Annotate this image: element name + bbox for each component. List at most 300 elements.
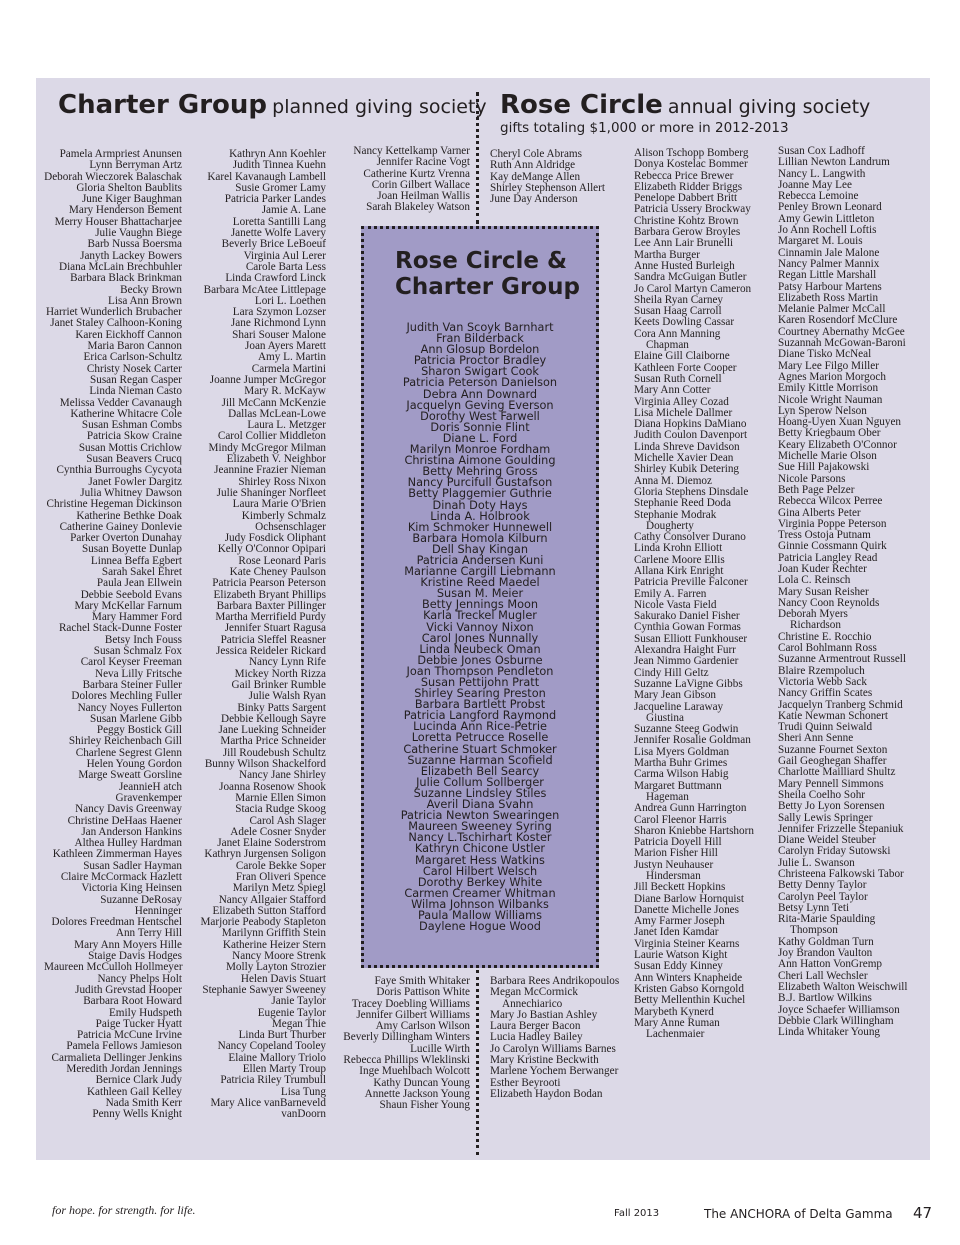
member-name: Jill McCann McKenzie (221, 396, 326, 409)
member-name: Jennifer Rosalie Goldman (634, 734, 751, 747)
member-name: Shaun Fisher Young (379, 1099, 470, 1112)
member-name: Catherine Gainey Donlevie (59, 520, 182, 533)
member-name: Sharon Kniebbe Hartshorn (634, 824, 754, 837)
member-name: Joan Heilman Wallis (377, 190, 470, 203)
member-name: Fran Oliveri Spence (235, 871, 326, 883)
member-name: Anne Husted Burleigh (634, 259, 735, 272)
member-name: Susan Haag Carroll (634, 305, 722, 318)
member-name: Hindersman (646, 870, 701, 882)
charter-column-3-bottom (330, 976, 470, 1112)
member-name: Susan Mottis Crichlow (78, 441, 182, 454)
member-name: Suzanne Harman Scofield (407, 753, 553, 767)
charter-column-3-top (334, 146, 470, 214)
member-name: Alison Tschopp Bomberg (634, 147, 749, 159)
member-name: Elaine Mallory Triolo (228, 1051, 326, 1064)
member-name: Jacqueline Laraway (634, 700, 724, 713)
member-name: Susan Boyette Dunlap (81, 543, 182, 556)
member-name: Victoria King Heinsen (81, 882, 182, 895)
member-name: Jane Richmond Lynn (230, 317, 326, 330)
member-name: Patricia Pearson Peterson (212, 577, 326, 590)
member-name: Karen Rosendorf McClure (778, 314, 898, 327)
member-name: Ann Terry Hill (115, 927, 182, 940)
rose-circle-heading (500, 90, 870, 120)
member-name: Suzanne Lindsley Stiles (413, 786, 547, 800)
member-name: Rebecca Price Brewer (634, 169, 734, 182)
member-name: Jo Carol Martyn Cameron (634, 282, 752, 295)
member-name: Nancy Davis Greenway (75, 803, 182, 816)
member-name: Carmen Creamer Whitman (404, 886, 556, 900)
member-name: Janyth Lackey Bowers (80, 249, 182, 262)
member-name: Rebecca Wilcox Perree (778, 495, 883, 508)
member-name: Lisa Michele Dallmer (634, 406, 733, 419)
member-name: Mary R. McKayw (244, 385, 326, 398)
member-name: Patricia Proctor Bradley (413, 354, 547, 368)
member-name: Carmalieta Dellinger Jenkins (51, 1051, 182, 1064)
member-name: Suzanne LaVigne Gibbs (634, 677, 743, 690)
member-name: Debbie Seebold Evans (80, 588, 182, 601)
member-name: Martha Price Schneider (220, 735, 326, 748)
member-name: Sally Lewis Springer (778, 811, 873, 824)
member-name: Linda A. Holbrook (430, 509, 530, 523)
member-name: Donya Kostelac Bommer (634, 158, 748, 171)
member-name: Kristen Gabso Korngold (634, 982, 744, 995)
member-name: Dorothy West Farwell (420, 409, 540, 423)
member-name: June Day Anderson (490, 193, 578, 206)
member-name: Virginia Alley Cozad (634, 395, 729, 408)
combined-members-list (364, 322, 596, 932)
member-name: Beverly Dillingham Winters (343, 1031, 470, 1044)
member-name: Nada Smith Kerr (105, 1096, 182, 1109)
member-name: Beverly Brice LeBoeuf (221, 238, 326, 251)
member-name: Laura Marie O'Brien (232, 498, 326, 511)
member-name: Megan McCormick (490, 986, 578, 999)
member-name: Mary Susan Reisher (778, 585, 869, 598)
member-name: Diane Tisko McNeal (778, 348, 872, 361)
member-name: Gail Brinker Rumble (231, 678, 326, 691)
member-name: Claire McCormack Hazlett (60, 871, 182, 883)
member-name: Jacquelyn Tranberg Schmid (778, 698, 903, 711)
member-name: Agnes Marion Morgoch (778, 370, 886, 383)
member-name: Nancy Phelps Holt (97, 972, 182, 985)
member-name: Diana Hopkins DaMiano (634, 418, 747, 431)
member-name: Gloria Shelton Baublits (76, 181, 182, 194)
member-name: Jennifer Gilbert Williams (356, 1008, 470, 1021)
member-name: Elizabeth Ridder Briggs (634, 180, 743, 193)
member-name: Cynthia Gowan Formas (634, 621, 741, 634)
member-name: Susan Beavers Crucq (86, 453, 182, 466)
member-name: Amy L. Martin (257, 351, 326, 364)
member-name: Ruth Ann Aldridge (490, 159, 576, 172)
member-name: Penelope Dabbert Britt (634, 192, 738, 205)
member-name: Sheila Ryan Carney (634, 293, 724, 306)
member-name: Hoang-Uyen Xuan Nguyen (778, 416, 902, 429)
member-name: Sarah Sakel Ehret (101, 565, 182, 578)
member-name: Dinah Doty Hays (432, 498, 528, 512)
member-name: Barb Nussa Boersma (87, 238, 182, 251)
member-name: Virginia Poppe Peterson (778, 517, 887, 530)
member-name: Mickey North Rizza (234, 667, 326, 680)
member-name: Mary Anne Ruman (634, 1016, 720, 1029)
member-name: Katherine Heizer Stern (222, 938, 326, 951)
member-name: Jo Ann Rochell Loftis (778, 224, 877, 237)
member-name: Nicole Vasta Field (634, 598, 717, 611)
member-name: Mary Kristine Beckwith (490, 1054, 599, 1067)
member-name: Carol Keyser Freeman (80, 656, 182, 669)
member-name: Marge Sweatt Gorsline (78, 769, 182, 782)
member-name: Melanie Palmer McCall (778, 303, 886, 316)
charter-column-2 (190, 149, 326, 1121)
charter-group-title: Charter Group (58, 90, 268, 120)
footer-motto: for hope. for strength. for life. (52, 1203, 196, 1217)
member-name: Joanna Rosenow Shook (219, 780, 326, 793)
member-name: Kristine Reed Maedel (420, 576, 540, 590)
member-name: Catherine Kurtz Vrenna (363, 167, 470, 180)
member-name: Helen Young Gordon (86, 758, 182, 771)
member-name: Betty Mellenthin Kuchel (634, 994, 746, 1007)
member-name: Carolyn Friday Sutowski (778, 845, 891, 858)
member-name: Lucille Wirth (410, 1042, 470, 1055)
member-name: Jennifer Racine Vogt (376, 156, 470, 169)
member-name: Joan Ayers Marett (245, 340, 326, 353)
member-name: Staige Davis Hodges (88, 950, 182, 963)
member-name: Nancy Kettelkamp Varner (353, 145, 470, 157)
member-name: Ellen Marty Troup (242, 1063, 326, 1076)
member-name: Patricia Peterson Danielson (402, 376, 558, 390)
member-name: Cinnamin Jale Malone (778, 246, 880, 259)
member-name: Kathryn Ann Koehler (229, 148, 326, 160)
member-name: Elizabeth Walton Weischwill (778, 980, 908, 993)
member-name: Julia Whitney Dawson (80, 486, 182, 499)
member-name: Cynthia Burroughs Cycyota (56, 464, 182, 477)
rose-column-1-bottom (490, 976, 630, 1100)
member-name: Linda Shreve Davidson (634, 440, 740, 453)
member-name: Susan Eddy Kinney (634, 960, 723, 973)
member-name: Peggy Bostick Gill (96, 724, 182, 737)
member-name: Averil Diana Svahn (426, 798, 534, 812)
member-name: Susan Schmalz Fox (93, 645, 182, 658)
member-name: Carol Jones Nunnally (421, 631, 539, 645)
member-name: Nancy Copeland Tooley (217, 1040, 326, 1053)
member-name: Marybeth Kynerd (634, 1005, 714, 1018)
member-name: Dolores Mechling Fuller (71, 690, 182, 703)
member-name: Marilyn Metz Spiegl (232, 882, 326, 895)
member-name: Molly Layton Strozier (225, 961, 326, 974)
member-name: Esther Beyrooti (490, 1076, 561, 1089)
member-name: vanDoorn (281, 1108, 326, 1121)
member-name: Carol Collier Middleton (217, 430, 326, 443)
member-name: Helen Davis Stuart (240, 972, 326, 985)
member-name: Maria Baron Cannon (87, 340, 182, 353)
member-name: Janet Elaine Soderstrom (217, 837, 326, 850)
member-name: Nancy Palmer Mannix (778, 257, 880, 270)
member-name: Kim Schmoker Hunnewell (407, 520, 553, 534)
member-name: Susan M. Meier (436, 587, 524, 601)
member-name: Carol Hilbert Welsch (422, 864, 538, 878)
member-name: Kimberly Schmalz (241, 509, 326, 522)
member-name: Jean Nimmo Gardenier (634, 655, 739, 668)
member-name: Margaret M. Louis (778, 235, 863, 248)
member-name: Susan Elliott Funkhouser (634, 632, 748, 645)
member-name: Kathleen Zimmerman Hayes (52, 848, 182, 861)
member-name: Suzannah McGowan-Baroni (778, 337, 906, 350)
member-name: Betty Jo Lyon Sorensen (778, 800, 885, 813)
rose-column-2 (634, 148, 774, 1040)
charter-group-subtitle: planned giving society (272, 96, 487, 118)
member-name: Linda Krohn Elliott (634, 542, 723, 555)
member-name: Jennifer Frizzelle Stepaniuk (778, 822, 904, 835)
member-name: Cathy Consolver Durano (634, 531, 746, 544)
member-name: Mary Ann Cotter (634, 384, 711, 397)
member-name: Linnea Beffa Egbert (90, 554, 182, 567)
member-name: Beth Page Pelzer (778, 483, 855, 496)
member-name: Paula Mallow Williams (417, 908, 543, 922)
member-name: Dougherty (646, 519, 694, 532)
member-name: Blaire Rzempoluch (778, 664, 865, 677)
member-name: Jo Carolyn Williams Barnes (490, 1042, 616, 1055)
member-name: Megan Thie (271, 1017, 326, 1030)
member-name: Ann Glosup Bordelon (420, 343, 540, 357)
member-name: Kelly O'Connor Opipari (217, 543, 326, 556)
member-name: Wilma Johnson Wilbanks (411, 897, 549, 911)
member-name: Margaret Hess Watkins (415, 853, 545, 867)
member-name: Linda Nieman Casto (89, 385, 182, 398)
member-name: Pamela Fellows Jamieson (66, 1040, 182, 1053)
member-name: Henninger (134, 904, 182, 917)
member-name: Loretta Santilli Lang (232, 215, 326, 228)
member-name: Kathy Goldman Turn (778, 935, 874, 948)
member-name: Christeena Falkowski Tabor (778, 868, 904, 880)
member-name: Mary Lee Filgo Miller (778, 359, 879, 372)
member-name: Gail Geoghegan Shaffer (778, 755, 887, 768)
member-name: Martha Buhr Grimes (634, 757, 728, 770)
member-name: Kate Cheney Paulson (229, 565, 326, 578)
member-name: Marnie Ellen Simon (235, 791, 326, 804)
member-name: Michelle Marie Olson (778, 450, 877, 463)
member-name: Suzanne Armentrout Russell (778, 653, 907, 666)
member-name: Gloria Stephens Dinsdale (634, 485, 749, 498)
member-name: Betsy Inch Fouss (104, 633, 182, 646)
member-name: Joy Brandon Vaulton (778, 947, 873, 960)
member-name: Patricia Sleffel Reasner (220, 633, 326, 646)
member-name: Jane Lueking Schneider (218, 724, 326, 737)
member-name: Susan Eshman Combs (81, 419, 182, 432)
member-name: Nancy Purcifull Gustafson (407, 476, 553, 490)
member-name: Marilynn Griffith Stein (221, 927, 326, 940)
member-name: Elizabeth Bell Searcy (420, 764, 540, 778)
member-name: Carlene Moore Ellis (634, 553, 725, 566)
member-name: Betsy Lynn Teti (778, 901, 850, 914)
member-name: Debbie Clark Willingham (778, 1014, 894, 1027)
member-name: Adele Cosner Snyder (230, 825, 326, 838)
member-name: Patricia McCune Irvine (76, 1029, 182, 1042)
member-name: Virginia Steiner Kearns (634, 937, 740, 950)
member-name: Janette Wolfe Lavery (230, 227, 326, 240)
member-name: Danette Michelle Jones (634, 903, 740, 916)
member-name: Nancy L. Langwith (778, 167, 866, 180)
member-name: Alexandra Haight Furr (634, 644, 736, 657)
member-name: Shirley Kubik Detering (634, 463, 740, 476)
member-name: Shirley Searing Preston (414, 687, 546, 701)
member-name: Allana Kirk Enright (634, 564, 724, 577)
member-name: Marlene Yochem Berwanger (490, 1065, 619, 1078)
member-name: Kathryn Chicone Ustler (414, 842, 546, 856)
member-name: Rose Leonard Paris (238, 554, 326, 567)
member-name: Stephanie Reed Doda (634, 497, 731, 510)
member-name: Suzanne DeRosay (100, 893, 182, 906)
member-name: Suzanne Fournet Sexton (778, 743, 888, 756)
member-name: Trudi Quinn Seiwald (778, 721, 873, 734)
member-name: Elizabeth Bryant Phillips (213, 588, 326, 601)
member-name: Barbara Bartlett Probst (414, 698, 546, 712)
member-name: Sheila Coelho Sohr (778, 788, 866, 801)
member-name: Annechiarico (502, 997, 563, 1010)
member-name: Patricia Langford Raymond (403, 709, 557, 723)
member-name: Betty Jennings Moon (421, 598, 539, 612)
member-name: Judith Van Scoyk Barnhart (406, 321, 554, 334)
member-name: Nancy L.Tschirhart Koster (408, 831, 552, 845)
member-name: Doris Sonnie Flint (430, 420, 530, 434)
member-name: Mary Jo Bastian Ashley (490, 1008, 598, 1021)
member-name: Anna M. Diemoz (634, 474, 712, 487)
member-name: Marianne Cargill Liebmann (404, 565, 556, 579)
member-name: Barbara Steiner Fuller (82, 678, 182, 691)
footer-issue: Fall 2013 (614, 1208, 660, 1219)
member-name: Sandra McGuigan Butler (634, 271, 747, 284)
member-name: Judith Tinnea Kuehn (232, 159, 326, 172)
member-name: Patricia Parker Landes (224, 193, 326, 206)
member-name: Diane L. Ford (442, 431, 518, 445)
dotted-divider-bottom (476, 970, 489, 1155)
member-name: Karel Kavanaugh Lambell (207, 170, 326, 183)
member-name: Sarah Blakeley Watson (366, 201, 470, 214)
member-name: Ochsenschlager (255, 520, 326, 533)
member-name: Kathryn Jurgensen Soligon (204, 848, 326, 861)
member-name: Jan Anderson Hankins (81, 825, 182, 838)
member-name: Betty Denny Taylor (778, 879, 867, 892)
rose-column-1-top (490, 149, 630, 205)
member-name: Mary Ann Moyers Hille (74, 938, 182, 951)
member-name: Chapman (646, 339, 689, 352)
member-name: June Kiger Baughman (81, 193, 182, 206)
member-name: Eugenie Taylor (257, 1006, 326, 1019)
member-name: Katherine Whitacre Cole (70, 407, 182, 420)
member-name: Cheri Lall Wechsler (778, 969, 868, 982)
member-name: Lynn Berryman Artz (89, 159, 182, 172)
member-name: Justyn Neuhauser (634, 858, 714, 871)
member-name: Vicki Vannoy Nixon (426, 620, 534, 634)
member-name: Nancy Coon Reynolds (778, 596, 880, 609)
member-name: Lola C. Reinsch (778, 574, 851, 587)
member-name: Janet Staley Calhoon-Koning (50, 317, 182, 330)
member-name: Elaine Gill Claiborne (634, 350, 730, 363)
member-name: Debbie Kellough Sayre (220, 712, 326, 725)
member-name: Elizabeth Ross Martin (778, 291, 879, 304)
member-name: Ann Hatton VonGremp (778, 958, 882, 971)
member-name: Corin Gilbert Wallace (371, 178, 470, 191)
member-name: Katherine Bethke Doak (76, 509, 182, 522)
member-name: Michelle Xavier Dean (634, 452, 734, 465)
member-name: Penley Brown Leonard (778, 201, 882, 214)
rose-circle-subtitle: annual giving society (667, 96, 871, 118)
member-name: Erica Carlson-Schultz (83, 351, 182, 364)
member-name: Catherine Stuart Schmoker (403, 742, 557, 756)
member-name: Annette Jackson Young (364, 1087, 470, 1100)
member-name: Kathleen Gail Kelley (86, 1085, 182, 1098)
member-name: Sue Hill Pajakowski (778, 461, 870, 474)
member-name: Emily Hudspeth (108, 1006, 182, 1019)
member-name: Janie Taylor (271, 995, 326, 1008)
member-name: Carol Bohlmann Ross (778, 642, 877, 655)
member-name: Sharon Swigart Cook (421, 365, 539, 379)
member-name: Binky Patts Sargent (237, 701, 326, 714)
member-name: Thompson (790, 924, 838, 937)
member-name: Suzanne Steeg Godwin (634, 723, 739, 736)
member-name: Jennifer Stuart Ragusa (224, 622, 326, 635)
member-name: Rita-Marie Spaulding (778, 913, 876, 926)
footer-magazine: The ANCHORA of Delta Gamma (704, 1207, 893, 1221)
member-name: Christina Aimone Goulding (404, 454, 556, 468)
member-name: Charlene Segrest Glenn (75, 746, 182, 759)
member-name: Pamela Armpriest Anunsen (59, 148, 182, 160)
member-name: Kathy Duncan Young (373, 1076, 470, 1089)
member-name: Judy Fosdick Oliphant (224, 532, 326, 545)
member-name: Lee Ann Lair Brunelli (634, 237, 734, 250)
member-name: Lachenmaier (646, 1028, 705, 1041)
member-name: Janet Iden Kamdar (634, 926, 719, 939)
page-number: 47 (913, 1204, 933, 1222)
member-name: Mary Jean Gibson (634, 689, 717, 702)
member-name: Barbara Baxter Pillinger (216, 599, 326, 612)
member-name: Dolores Freedman Hentschel (51, 916, 182, 929)
member-name: Emily Kittle Morrison (778, 382, 879, 395)
member-name: Diane Weidel Steuber (778, 834, 876, 847)
member-name: Carmela Martini (251, 362, 326, 375)
member-name: Deborah Wieczorek Balaschak (44, 170, 182, 183)
member-name: Dell Shay Kingan (431, 542, 528, 556)
member-name: Ann Winters Knapheide (634, 971, 743, 984)
member-name: Melissa Vedder Cavanaugh (59, 396, 182, 409)
member-name: Christine Kohtz Brown (634, 214, 739, 227)
member-name: Lucia Hadley Bailey (490, 1031, 583, 1044)
member-name: Dorothy Berkey White (417, 875, 543, 889)
member-name: Judith Grevstad Hooper (75, 983, 182, 996)
member-name: Penny Wells Knight (92, 1108, 182, 1121)
member-name: Linda Burt Thurber (238, 1029, 326, 1042)
member-name: Dallas McLean-Lowe (228, 407, 326, 420)
member-name: Elizabeth V. Neighbor (226, 453, 326, 466)
member-name: Christine Hegeman Dickinson (46, 498, 182, 511)
member-name: Diana McLain Brechbuhler (58, 260, 182, 273)
member-name: Katie Newman Schonert (778, 709, 888, 722)
member-name: Patsy Harbour Martens (778, 280, 882, 293)
member-name: Susan Regan Casper (90, 373, 182, 386)
member-name: Patricia Andersen Kuni (416, 553, 544, 567)
member-name: Laura Berger Bacon (490, 1020, 581, 1033)
member-name: Tracey Doebling Williams (351, 997, 470, 1010)
member-name: Lisa Tung (280, 1085, 326, 1098)
member-name: Lucinda Ann Rice-Petrie (413, 720, 547, 734)
member-name: Martha Burger (634, 248, 700, 261)
member-name: Mary Henderson Bement (68, 204, 182, 217)
rose-circle-title: Rose Circle (500, 90, 663, 120)
member-name: Patricia Preville Falconer (634, 576, 748, 589)
member-name: Susan Sadler Hayman (83, 859, 182, 872)
member-name: Nancy Moore Strenk (232, 950, 326, 963)
member-name: Marion Fisher Hill (634, 847, 718, 860)
member-name: Bunny Wilson Shackelford (204, 758, 326, 771)
member-name: Kathleen Forte Cooper (634, 361, 737, 374)
member-name: Lara Szymon Lozser (232, 306, 326, 319)
